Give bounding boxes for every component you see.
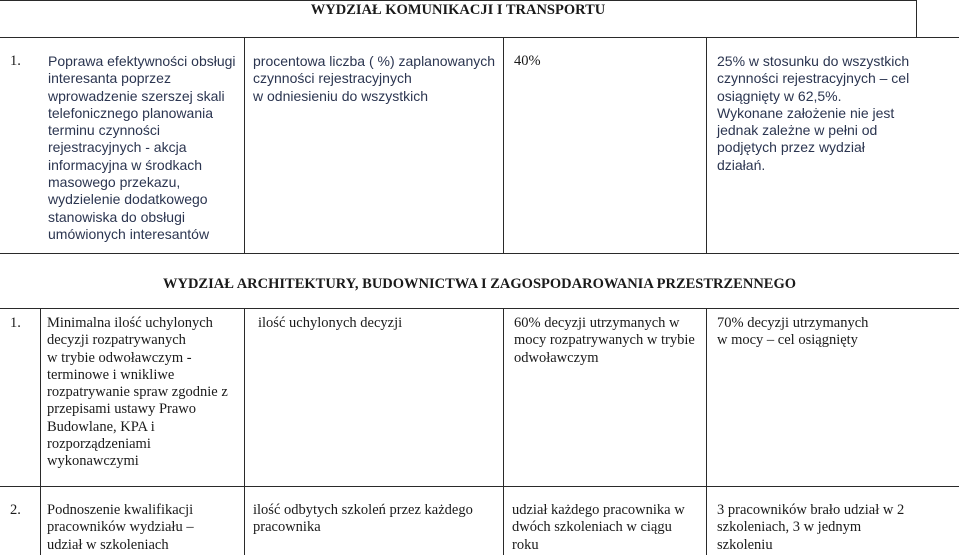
column-divider — [503, 37, 504, 253]
column-divider — [40, 308, 41, 555]
row-number: 1. — [10, 53, 21, 69]
column-divider — [706, 308, 707, 555]
row-divider — [0, 253, 959, 254]
goal-text: Minimalna ilość uchylonych decyzji rozpatrywanych w trybie odwoławczym - terminowe i wnikliwe rozpatrywanie spraw zgodnie z przepisami ustawy Prawo Budowlane, KPA i rozporządzeniami wykonawczymi — [47, 315, 228, 470]
column-divider — [916, 0, 917, 37]
target-text: udział każdego pracownika w dwóch szkoleniach w ciągu roku — [512, 502, 685, 553]
column-divider — [706, 37, 707, 253]
result-text: 70% decyzji utrzymanych w mocy – cel osiągnięty — [717, 315, 869, 349]
goal-text: Podnoszenie kwalifikacji pracowników wydziału – udział w szkoleniach — [47, 502, 194, 553]
table-border-top — [0, 0, 917, 1]
result-text: 3 pracowników brało udział w 2 szkoleniach, 3 w jednym szkoleniu — [717, 502, 905, 553]
column-divider — [503, 308, 504, 555]
row-divider — [0, 308, 959, 309]
row-divider — [0, 486, 959, 487]
result-text: 25% w stosunku do wszystkich czynności rejestracyjnych – cel osiągnięty w 62,5%. Wykonane założenie nie jest jednak zależne w pełni od podjętych przez wydział działań. — [717, 53, 910, 173]
section-title: WYDZIAŁ KOMUNIKACJI I TRANSPORTU — [310, 2, 606, 18]
row-number: 1. — [10, 315, 21, 331]
section-title: WYDZIAŁ ARCHITEKTURY, BUDOWNICTWA I ZAGOSPODAROWANIA PRZESTRZENNEGO — [162, 276, 797, 292]
row-number: 2. — [10, 502, 21, 518]
target-text: 60% decyzji utrzymanych w mocy rozpatrywanych w trybie odwoławczym — [514, 315, 695, 366]
target-text: 40% — [514, 53, 541, 69]
column-divider — [244, 37, 245, 253]
measure-text: procentowa liczba ( %) zaplanowanych czynności rejestracyjnych w odniesieniu do wszystkich — [253, 53, 496, 104]
row-divider — [0, 37, 959, 38]
measure-text: ilość odbytych szkoleń przez każdego pracownika — [253, 502, 473, 536]
measure-text: ilość uchylonych decyzji — [258, 315, 403, 331]
goal-text: Poprawa efektywności obsługi interesanta poprzez wprowadzenie szerszej skali telefonicznego planowania terminu czynności rejestracyjnych - akcja informacyjna w środkach masowego przekazu, wydzielenie dodatkowego stanowiska do obsługi umówionych interesantów — [48, 53, 236, 242]
column-divider — [244, 308, 245, 555]
